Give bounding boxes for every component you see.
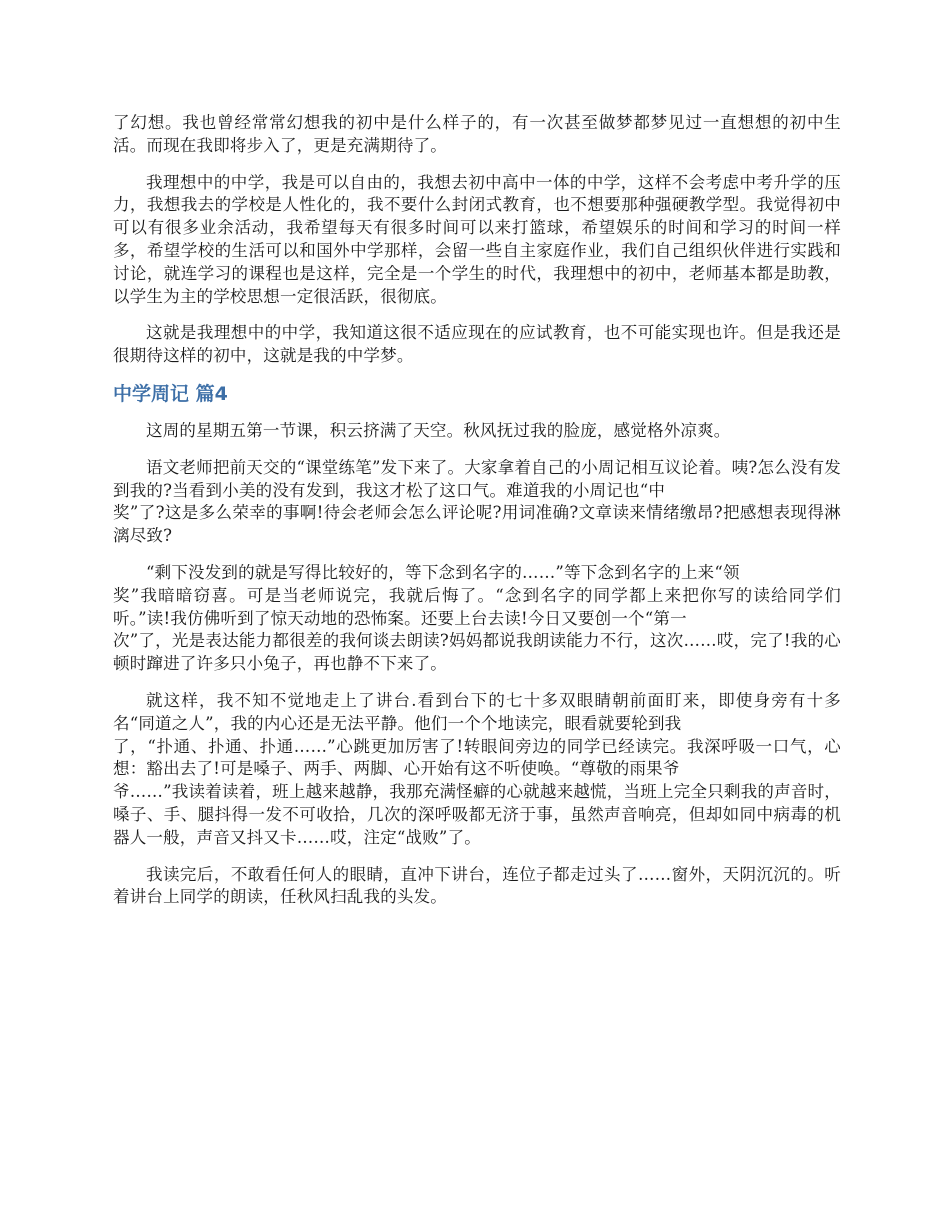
paragraph-ideal-school: 我理想中的中学，我是可以自由的，我想去初中高中一体的中学，这样不会考虑中考升学的压力，我想我去的学校是人性化的，我不要什么封闭式教育，也不想要那种强硬教学型。我觉得初中可以有很多业余活动，我希望每天有很多时间可以来打篮球，希望娱乐的时间和学习的时间一样多，希望学校的生活可以和国外中学那样，会留一些自主家庭作业，我们自己组织伙伴进行实践和讨论，就连学习的课程也是这样，完全是一个学生的时代，我理想中的初中，老师基本都是助教，以学生为主的学校思想一定很活跃，很彻底。 <box>113 172 841 306</box>
paragraph-read-aloud: “剩下没发到的就是写得比较好的，等下念到名字的……”等下念到名字的上来“领 奖”我暗暗窃喜。可是当老师说完，我就后悔了。“念到名字的同学都上来把你写的读给同学们听。”读!我仿佛听到了惊天动地的恐怖案。还要上台去读!今日又要创一个“第一 次”了，光是表达能力都很差的我何谈去朗读?妈妈都说我朗读能力不行，这次……哎，完了!我的心顿时蹿进了许多只小兔子，再也静不下来了。 <box>113 562 841 674</box>
paragraph-teacher-returns: 语文老师把前天交的“课堂练笔”发下来了。大家拿着自己的小周记相互议论着。咦?怎么没有发到我的?当看到小美的没有发到，我这才松了这口气。难道我的小周记也“中 奖”了?这是多么荣幸的事啊!待会老师会怎么评论呢?用词准确?文章读来情绪缴昂?把感想表现得淋漓尽致? <box>113 457 841 546</box>
paragraph-after-reading: 我读完后，不敢看任何人的眼睛，直冲下讲台，连位子都走过头了……窗外，天阴沉沉的。听着讲台上同学的朗读，任秋风扫乱我的头发。 <box>113 864 841 907</box>
paragraph-on-stage: 就这样，我不知不觉地走上了讲台.看到台下的七十多双眼睛朝前面盯来，即使身旁有十多名“同道之人”，我的内心还是无法平静。他们一个个地读完，眼看就要轮到我 了，“扑通、扑通、扑通……”心跳更加厉害了!转眼间旁边的同学已经读完。我深呼吸一口气，心想：豁出去了!可是嗓子、两手、两脚、心开始有这不听使唤。“尊敬的雨果爷 爷……”我读着读着，班上越来越静，我那充满怪癖的心就越来越慌，当班上完全只剩我的声音时，嗓子、手、腿抖得一发不可收拾，几次的深呼吸都无济于事，虽然声音响亮，但却如同中病毒的机器人一般，声音又抖又卡……哎，注定“战败”了。 <box>113 690 841 847</box>
document-body <box>113 112 841 923</box>
paragraph-school-dream: 这就是我理想中的中学，我知道这很不适应现在的应试教育，也不可能实现也许。但是我还是很期待这样的初中，这就是我的中学梦。 <box>113 323 841 366</box>
paragraph-continued: 了幻想。我也曾经常常幻想我的初中是什么样子的，有一次甚至做梦都梦见过一直想想的初中生活。而现在我即将步入了，更是充满期待了。 <box>113 113 841 155</box>
paragraph-friday: 这周的星期五第一节课，积云挤满了天空。秋风抚过我的脸庞，感觉格外凉爽。 <box>146 420 731 440</box>
section-heading: 中学周记 篇4 <box>113 382 228 405</box>
